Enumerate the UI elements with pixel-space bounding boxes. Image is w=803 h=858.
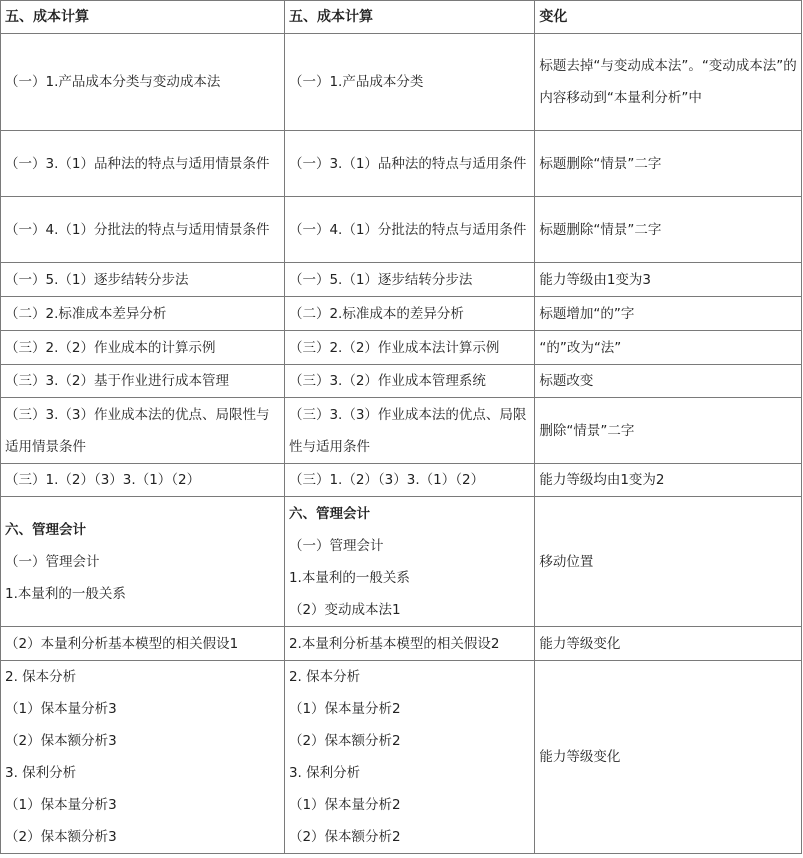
new-item: （一）1.产品成本分类 (284, 34, 534, 131)
header-old-section: 五、成本计算 (1, 1, 285, 34)
old-item: （一）3.（1）品种法的特点与适用情景条件 (1, 131, 285, 197)
old-analysis (1, 661, 285, 854)
old-item: （三）1.（2）（3）3.（1）（2） (1, 464, 285, 497)
header-new-section: 五、成本计算 (284, 1, 534, 34)
new-line: （2）保本额分析2 (288, 829, 401, 845)
table-row (1, 34, 802, 131)
new-item: （一）4.（1）分批法的特点与适用条件 (284, 197, 534, 263)
new-line: 3. 保利分析 (288, 765, 361, 781)
new-item: （三）3.（3）作业成本法的优点、局限性与适用条件 (284, 398, 534, 464)
old-line: （2）保本额分析3 (5, 733, 117, 749)
old-section-title: 六、管理会计 (5, 521, 86, 538)
new-line: （一）管理会计 (288, 537, 384, 554)
new-line: 2. 保本分析 (288, 669, 361, 685)
table-row (1, 627, 802, 661)
new-item: （三）2.（2）作业成本法计算示例 (284, 331, 534, 365)
new-section-title: 六、管理会计 (288, 505, 370, 522)
table-row (1, 197, 802, 263)
new-item: （二）2.标准成本的差异分析 (284, 297, 534, 331)
old-item: （三）2.（2）作业成本的计算示例 (1, 331, 285, 365)
change-note: 能力等级均由1变为2 (535, 464, 802, 497)
table-row (1, 365, 802, 398)
new-item: 2.本量利分析基本模型的相关假设2 (284, 627, 534, 661)
section-6-row (1, 497, 802, 627)
change-note: 移动位置 (535, 497, 802, 627)
table-row (1, 131, 802, 197)
old-item: （二）2.标准成本差异分析 (1, 297, 285, 331)
old-line: （一）管理会计 (5, 553, 100, 570)
old-item: （三）3.（3）作业成本法的优点、局限性与适用情景条件 (1, 398, 285, 464)
new-line: （1）保本量分析2 (288, 797, 401, 813)
old-line: 3. 保利分析 (5, 765, 77, 781)
old-item: （2）本量利分析基本模型的相关假设1 (1, 627, 285, 661)
table-row (1, 297, 802, 331)
change-note: 能力等级变化 (535, 627, 802, 661)
new-item: （三）1.（2）（3）3.（1）（2） (284, 464, 534, 497)
new-item: （一）5.（1）逐步结转分步法 (284, 263, 534, 297)
header-change: 变化 (535, 1, 802, 34)
change-note: 能力等级变化 (535, 661, 802, 854)
table-row (1, 263, 802, 297)
new-item: （三）3.（2）作业成本管理系统 (284, 365, 534, 398)
new-line: （2）保本额分析2 (288, 733, 401, 749)
table-row (1, 331, 802, 365)
old-line: （2）保本额分析3 (5, 829, 117, 845)
change-note: “的”改为“法” (535, 331, 802, 365)
new-item: （一）3.（1）品种法的特点与适用条件 (284, 131, 534, 197)
old-item: （一）1.产品成本分类与变动成本法 (1, 34, 285, 131)
change-note: 删除“情景”二字 (535, 398, 802, 464)
change-note: 标题删除“情景”二字 (535, 197, 802, 263)
old-line: （1）保本量分析3 (5, 701, 117, 717)
old-line: 2. 保本分析 (5, 669, 77, 685)
change-note: 能力等级由1变为3 (535, 263, 802, 297)
new-line: 1.本量利的一般关系 (288, 569, 410, 586)
old-section-6 (1, 497, 285, 627)
table-row (1, 398, 802, 464)
old-item: （三）3.（2）基于作业进行成本管理 (1, 365, 285, 398)
table-row (1, 464, 802, 497)
new-line: （1）保本量分析2 (288, 701, 401, 717)
old-item: （一）4.（1）分批法的特点与适用情景条件 (1, 197, 285, 263)
change-note: 标题增加“的”字 (535, 297, 802, 331)
table-header-row (1, 1, 802, 34)
old-line: 1.本量利的一般关系 (5, 585, 126, 602)
new-line: （2）变动成本法1 (288, 601, 401, 618)
old-line: （1）保本量分析3 (5, 797, 117, 813)
analysis-row (1, 661, 802, 854)
change-note: 标题删除“情景”二字 (535, 131, 802, 197)
change-note: 标题去掉“与变动成本法”。“变动成本法”的内容移动到“本量利分析”中 (535, 34, 802, 131)
new-analysis (284, 661, 534, 854)
old-item: （一）5.（1）逐步结转分步法 (1, 263, 285, 297)
new-section-6 (284, 497, 534, 627)
change-note: 标题改变 (535, 365, 802, 398)
